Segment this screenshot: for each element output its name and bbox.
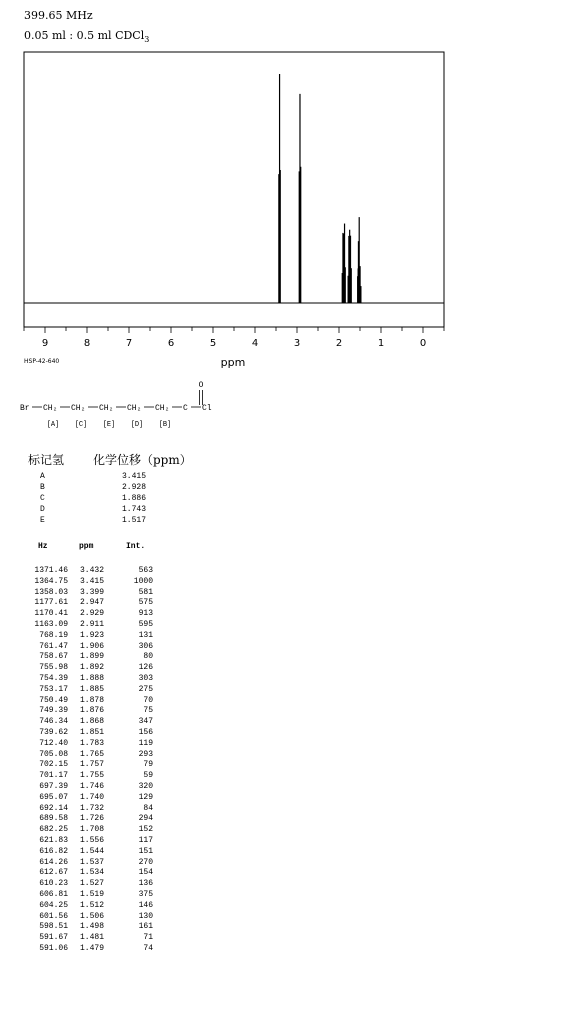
plot-frame <box>24 52 444 327</box>
peak-hz: 614.26 <box>39 857 68 867</box>
peak-intensity: 581 <box>138 587 153 597</box>
hydrogen-label: [E] <box>102 421 116 429</box>
peak-intensity: 1000 <box>133 576 153 586</box>
peak-ppm: 1.534 <box>79 868 104 878</box>
peak-intensity: 320 <box>138 782 153 791</box>
table-row <box>0 566 170 576</box>
peak-ppm: 1.899 <box>79 652 104 662</box>
table-row <box>0 814 170 824</box>
peak-hz: 621.83 <box>39 836 68 845</box>
peak-hz: 606.81 <box>39 890 68 899</box>
table-row <box>0 739 170 749</box>
x-tick-label: 7 <box>125 338 133 349</box>
table-row <box>0 782 170 792</box>
shift-row-label: A <box>40 472 45 481</box>
peak-intensity: 152 <box>138 825 153 835</box>
table-row <box>0 933 170 943</box>
molecule-structure <box>18 376 258 432</box>
shift-row-label: D <box>40 505 45 514</box>
structure-atom: CH₂ <box>155 404 170 413</box>
peak-intensity: 71 <box>143 933 153 943</box>
shift-row-label: E <box>40 516 45 525</box>
nmr-spectrum-chart <box>0 0 570 375</box>
peak-intensity: 156 <box>138 728 153 737</box>
peak-intensity: 74 <box>143 944 153 953</box>
peak-ppm: 1.512 <box>79 900 104 910</box>
peak-intensity: 146 <box>138 900 153 910</box>
peak-hz: 749.39 <box>39 706 68 716</box>
peak-ppm: 1.765 <box>79 749 104 759</box>
peak-intensity: 70 <box>143 695 153 705</box>
peak-hz: 746.34 <box>39 717 68 727</box>
x-tick-label: 8 <box>83 338 91 349</box>
peak-hz: 612.67 <box>39 868 68 878</box>
peak-intensity: 59 <box>143 771 153 781</box>
spectrum-code: HSP-42-640 <box>24 358 60 365</box>
peak-intensity: 119 <box>138 738 153 748</box>
table-row <box>0 685 170 695</box>
peak-ppm: 1.892 <box>79 663 104 673</box>
peak-hz: 753.17 <box>39 684 68 694</box>
table-row <box>0 696 170 706</box>
peak-ppm: 1.519 <box>79 890 104 899</box>
hydrogen-labels <box>47 421 172 429</box>
peak-hz: 682.25 <box>39 825 68 835</box>
shift-row-value: 2.928 <box>122 483 147 492</box>
peak-hz: 701.17 <box>39 771 68 781</box>
peak-intensity: 347 <box>138 717 153 727</box>
shift-header-value: 化学位移（ppm） <box>93 453 192 467</box>
shift-row-value: 1.743 <box>122 505 147 514</box>
peak-ppm: 3.399 <box>79 587 104 597</box>
peak-intensity: 275 <box>138 684 153 694</box>
peak-hz: 754.39 <box>39 674 68 683</box>
peak-ppm: 1.906 <box>79 641 104 651</box>
peak-ppm: 1.923 <box>79 630 104 640</box>
structure-atom: Br <box>20 404 30 413</box>
table-row <box>0 868 170 878</box>
peak-ppm: 1.708 <box>79 825 104 835</box>
peak-ppm: 1.481 <box>79 933 104 943</box>
structure-atom: CH₂ <box>71 404 86 413</box>
table-row <box>0 642 170 652</box>
table-row <box>0 793 170 803</box>
peak-intensity: 306 <box>138 641 153 651</box>
peak-intensity: 270 <box>138 857 153 867</box>
table-row <box>0 706 170 716</box>
x-tick-label: 0 <box>419 338 427 349</box>
hydrogen-label: [C] <box>74 421 88 429</box>
peak-hz: 755.98 <box>39 663 68 673</box>
table-row <box>0 631 170 641</box>
peak-hz: 1358.03 <box>34 587 68 597</box>
peak-ppm: 2.929 <box>79 609 104 619</box>
peak-hz: 1163.09 <box>34 620 68 629</box>
table-row <box>0 588 170 598</box>
peak-intensity: 575 <box>138 598 153 608</box>
structure-atom: Cl <box>202 404 212 413</box>
peak-hz: 761.47 <box>39 641 68 651</box>
peak-hz: 768.19 <box>39 630 68 640</box>
peak-ppm: 1.783 <box>79 738 104 748</box>
peak-ppm: 1.755 <box>79 771 104 781</box>
x-tick-label: 5 <box>209 338 217 349</box>
peak-hz: 697.39 <box>39 782 68 791</box>
table-row <box>0 728 170 738</box>
table-row <box>0 598 170 608</box>
structure-atom: C <box>183 404 188 413</box>
table-row <box>0 804 170 814</box>
peak-ppm: 1.757 <box>79 760 104 770</box>
peak-intensity: 303 <box>138 674 153 683</box>
peak-intensity: 293 <box>138 749 153 759</box>
peak-hz: 750.49 <box>39 695 68 705</box>
shift-header-label: 标记氢 <box>28 453 65 467</box>
structure-atom: CH₂ <box>43 404 58 413</box>
col-header-int: Int. <box>126 542 146 551</box>
peak-intensity: 130 <box>138 911 153 921</box>
table-row <box>0 620 170 630</box>
peak-intensity: 75 <box>143 706 153 716</box>
table-row <box>0 944 170 954</box>
x-tick-label: 2 <box>335 338 343 349</box>
shift-row-value: 1.886 <box>122 494 147 503</box>
peak-hz: 689.58 <box>39 814 68 824</box>
shift-row-label: C <box>40 494 45 503</box>
table-row <box>0 652 170 662</box>
peak-ppm: 1.527 <box>79 879 104 889</box>
peak-intensity: 79 <box>143 760 153 770</box>
peak-hz: 692.14 <box>39 803 68 813</box>
table-row <box>0 890 170 900</box>
table-row <box>0 922 170 932</box>
peak-hz: 616.82 <box>39 846 68 856</box>
peak-intensity: 294 <box>138 814 153 824</box>
table-row <box>0 750 170 760</box>
peak-hz: 610.23 <box>39 879 68 889</box>
peak-ppm: 1.556 <box>79 836 104 845</box>
peak-intensity: 131 <box>138 630 153 640</box>
concentration-text: 0.05 ml : 0.5 ml CDCl <box>24 29 145 42</box>
peak-ppm: 1.885 <box>79 684 104 694</box>
structure-atom: CH₂ <box>127 404 142 413</box>
x-tick-label: 4 <box>251 338 259 349</box>
col-header-hz: Hz <box>38 542 48 551</box>
peak-hz: 601.56 <box>39 911 68 921</box>
peak-hz: 1371.46 <box>34 566 68 575</box>
peak-ppm: 1.732 <box>79 803 104 813</box>
table-row <box>0 879 170 889</box>
peak-hz: 591.67 <box>39 933 68 943</box>
carbonyl-oxygen: O <box>198 381 204 390</box>
peak-hz: 1364.75 <box>34 576 68 586</box>
table-row <box>0 825 170 835</box>
peak-hz: 1170.41 <box>34 609 68 619</box>
peak-hz: 598.51 <box>39 922 68 932</box>
peak-intensity: 129 <box>138 792 153 802</box>
peak-ppm: 1.537 <box>79 857 104 867</box>
peak-hz: 1177.61 <box>34 598 68 608</box>
peak-hz: 695.07 <box>39 792 68 802</box>
structure-atom: CH₂ <box>99 404 114 413</box>
peak-ppm: 1.740 <box>79 792 104 802</box>
chain-atoms <box>20 404 212 413</box>
peak-ppm: 2.911 <box>79 620 104 629</box>
peak-ppm: 1.851 <box>79 728 104 737</box>
peak-ppm: 1.506 <box>79 911 104 921</box>
spectrometer-frequency: 399.65 MHz <box>24 9 93 22</box>
table-row <box>0 912 170 922</box>
table-row <box>0 771 170 781</box>
hydrogen-label: [B] <box>158 421 172 429</box>
x-tick-label: 1 <box>377 338 385 349</box>
peak-intensity: 126 <box>138 663 153 673</box>
peak-hz: 705.08 <box>39 749 68 759</box>
peak-intensity: 913 <box>138 609 153 619</box>
x-tick-label: 6 <box>167 338 175 349</box>
peak-ppm: 1.746 <box>79 782 104 791</box>
peak-ppm: 1.544 <box>79 846 104 856</box>
table-row <box>0 674 170 684</box>
peak-ppm: 1.868 <box>79 717 104 727</box>
table-row <box>0 663 170 673</box>
peak-hz: 702.15 <box>39 760 68 770</box>
peak-ppm: 3.415 <box>79 576 104 586</box>
peak-intensity: 375 <box>138 890 153 899</box>
peak-ppm: 1.479 <box>79 944 104 953</box>
peak-intensity: 117 <box>138 836 153 845</box>
table-row <box>0 717 170 727</box>
peak-intensity: 151 <box>138 846 153 856</box>
hydrogen-label: [A] <box>46 421 60 429</box>
peak-hz: 739.62 <box>39 728 68 737</box>
spectrum-peaks <box>279 74 361 303</box>
peak-ppm: 1.876 <box>79 706 104 716</box>
table-row <box>0 760 170 770</box>
table-row <box>0 577 170 587</box>
peak-intensity: 154 <box>138 868 153 878</box>
table-row <box>0 901 170 911</box>
peak-intensity: 563 <box>138 566 153 575</box>
shift-row-value: 3.415 <box>122 472 147 481</box>
table-row <box>0 609 170 619</box>
peak-ppm: 3.432 <box>79 566 104 575</box>
table-row <box>0 847 170 857</box>
peak-hz: 591.06 <box>39 944 68 953</box>
x-axis-label: ppm <box>220 356 246 369</box>
shift-row-value: 1.517 <box>122 516 147 525</box>
peak-hz: 758.67 <box>39 652 68 662</box>
peak-ppm: 1.888 <box>79 674 104 683</box>
peak-hz: 604.25 <box>39 900 68 910</box>
table-row <box>0 858 170 868</box>
peak-intensity: 161 <box>138 922 153 932</box>
peak-intensity: 595 <box>138 620 153 629</box>
peak-ppm: 1.498 <box>79 922 104 932</box>
peak-intensity: 84 <box>143 803 153 813</box>
shift-row-label: B <box>40 483 45 492</box>
peak-ppm: 2.947 <box>79 598 104 608</box>
peak-ppm: 1.878 <box>79 695 104 705</box>
x-tick-label: 3 <box>293 338 301 349</box>
peak-intensity: 80 <box>143 652 153 662</box>
x-axis-ticks <box>24 327 444 349</box>
peak-ppm: 1.726 <box>79 814 104 824</box>
col-header-ppm: ppm <box>79 542 94 551</box>
x-tick-label: 9 <box>41 338 49 349</box>
peak-hz: 712.40 <box>39 738 68 748</box>
peak-intensity: 136 <box>138 879 153 889</box>
table-row <box>0 836 170 846</box>
concentration-subscript: 3 <box>144 35 150 45</box>
hydrogen-label: [D] <box>130 421 144 429</box>
